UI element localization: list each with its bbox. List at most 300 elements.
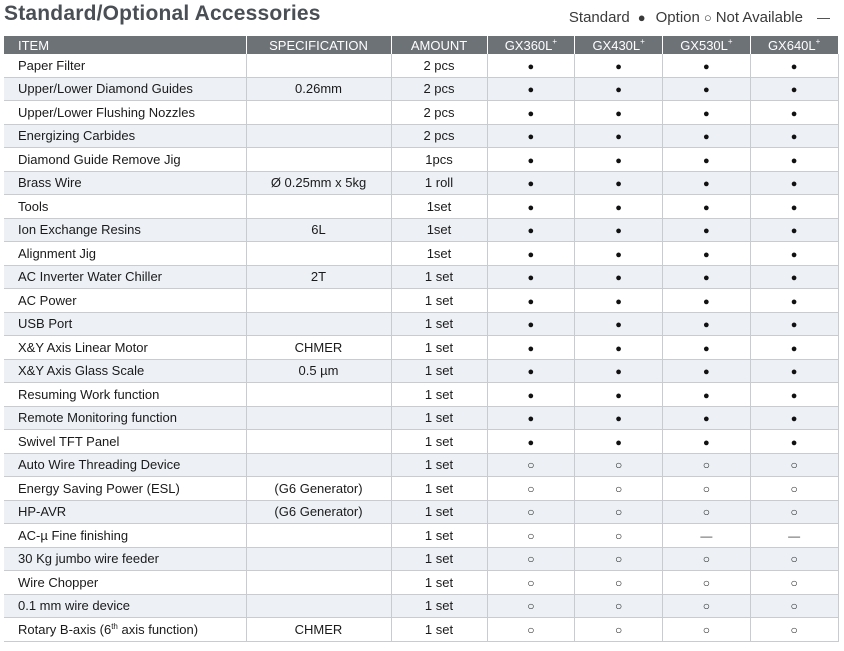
standard-mark: ● [527,154,535,167]
model-suffix: + [640,37,645,46]
availability-cell [750,594,838,618]
option-mark: ○ [702,622,710,637]
availability-cell [750,453,838,477]
availability-cell [487,524,575,548]
item-cell [4,477,246,501]
availability-cell [750,477,838,501]
table-row [4,359,838,383]
option-mark: ○ [702,481,710,496]
specification-cell [246,430,391,454]
standard-mark: ● [703,319,710,332]
availability-cell [487,453,575,477]
item-cell [4,195,246,219]
table-row [4,453,838,477]
item-cell [4,312,246,336]
item-name: Diamond Guide Remove Jig [18,151,181,167]
option-mark: ○ [790,575,798,590]
item-cell [4,406,246,430]
standard-mark: ● [790,178,798,191]
table-row [4,312,838,336]
amount-cell: 1 set [391,406,487,430]
accessories-table [4,36,839,642]
standard-mark: ● [703,60,710,73]
standard-mark: ● [790,319,798,332]
standard-mark: ● [615,84,622,97]
specification-cell [246,406,391,430]
option-mark: ○ [615,505,623,520]
availability-cell [575,336,663,360]
option-mark: ○ [615,622,623,637]
availability-cell [575,618,663,642]
standard-mark: ● [790,413,798,426]
standard-mark: ● [615,436,622,449]
standard-mark: ● [790,84,798,97]
specification-cell: 6L [246,218,391,242]
option-mark: ○ [790,505,798,520]
table-row [4,101,838,125]
table-row [4,336,838,360]
standard-mark: ● [703,342,710,355]
item-name: X&Y Axis Linear Motor [18,339,148,355]
availability-cell [750,571,838,595]
amount-cell: 1 set [391,383,487,407]
model-suffix: + [552,37,558,46]
item-name: Swivel TFT Panel [18,433,120,449]
specification-cell [246,383,391,407]
amount-cell: 2 pcs [391,101,487,125]
availability-cell [487,547,575,571]
availability-cell [663,77,751,101]
availability-cell [750,312,838,336]
model-suffix: + [727,37,733,46]
option-mark: ○ [702,505,710,520]
option-mark: ○ [790,481,798,496]
item-cell [4,618,246,642]
option-mark: ○ [790,552,798,567]
option-mark: ○ [615,599,623,614]
availability-cell [663,148,751,172]
legend-not-available-label: Not Available [715,9,803,26]
standard-mark: ● [790,107,798,120]
option-mark: ○ [702,599,710,614]
availability-cell [750,171,838,195]
item-name: Alignment Jig [18,245,97,261]
availability-cell [487,289,575,313]
availability-cell [663,265,751,289]
model-suffix: + [815,37,821,46]
availability-cell [663,359,751,383]
availability-cell [575,594,663,618]
availability-cell [750,383,838,407]
amount-cell: 1 set [391,453,487,477]
item-cell [4,54,246,77]
option-mark: ○ [702,575,710,590]
amount-cell: 2 pcs [391,54,487,77]
amount-cell: 1 set [391,265,487,289]
availability-cell [487,430,575,454]
table-row [4,430,838,454]
standard-mark: ● [527,413,535,426]
availability-cell [575,195,663,219]
table-row [4,547,838,571]
standard-mark: ● [527,84,535,97]
availability-cell [487,500,575,524]
item-name: AC Power [18,292,77,308]
standard-mark: ● [703,154,710,167]
standard-mark: ● [615,389,622,402]
specification-cell [246,524,391,548]
specification-cell: CHMER [246,618,391,642]
availability-cell [575,289,663,313]
amount-cell: 1 roll [391,171,487,195]
amount-cell: 1pcs [391,148,487,172]
availability-cell [575,101,663,125]
standard-mark: ● [615,178,622,191]
specification-cell [246,54,391,77]
availability-cell [750,524,838,548]
standard-mark: ● [527,201,535,214]
item-cell [4,336,246,360]
availability-cell [663,430,751,454]
availability-cell [487,594,575,618]
availability-cell [575,312,663,336]
item-name: Energizing Carbides [18,128,136,144]
amount-cell: 1 set [391,571,487,595]
item-name: 30 Kg jumbo wire feeder [18,551,159,567]
availability-cell [487,477,575,501]
table-row [4,289,838,313]
availability-cell [663,571,751,595]
standard-mark: ● [703,366,710,379]
column-header-gx640l [750,36,838,54]
standard-mark: ● [790,201,798,214]
amount-cell: 1 set [391,500,487,524]
standard-mark: ● [615,272,622,285]
specification-cell: 0.5 µm [246,359,391,383]
standard-mark: ● [703,84,710,97]
standard-mark: ● [615,319,622,332]
availability-cell [663,524,751,548]
standard-mark: ● [790,366,798,379]
option-mark: ○ [527,552,535,567]
standard-mark: ● [615,225,622,238]
specification-cell [246,242,391,266]
item-name: Brass Wire [18,175,82,191]
availability-cell [575,54,663,77]
item-name: Ion Exchange Resins [18,222,141,238]
availability-cell [487,265,575,289]
availability-cell [750,77,838,101]
availability-cell [487,148,575,172]
item-name: AC Inverter Water Chiller [18,269,162,285]
availability-cell [663,195,751,219]
availability-cell [750,500,838,524]
item-cell [4,77,246,101]
item-cell [4,171,246,195]
standard-mark: ● [790,248,798,261]
standard-mark: ● [527,60,535,73]
option-mark: ○ [527,458,535,473]
availability-cell [750,101,838,125]
amount-cell: 1 set [391,336,487,360]
legend-option-label: Option [655,9,700,26]
availability-cell [663,618,751,642]
item-cell [4,124,246,148]
standard-mark: ● [615,342,622,355]
availability-cell [663,312,751,336]
availability-cell [487,171,575,195]
item-name: Resuming Work function [18,386,160,402]
item-name: Remote Monitoring function [18,410,177,426]
option-mark: ○ [615,481,623,496]
table-row [4,148,838,172]
availability-cell [663,336,751,360]
standard-mark: ● [527,178,535,191]
standard-mark: ● [703,413,710,426]
availability-cell [663,383,751,407]
availability-cell [487,312,575,336]
standard-mark: ● [527,107,535,120]
item-cell [4,101,246,125]
table-row [4,406,838,430]
item-cell [4,430,246,454]
specification-cell [246,101,391,125]
specification-cell [246,453,391,477]
availability-cell [575,265,663,289]
legend-standard-label: Standard [568,9,630,26]
amount-cell: 2 pcs [391,124,487,148]
specification-cell [246,594,391,618]
standard-mark: ● [703,248,710,261]
standard-mark: ● [703,225,710,238]
item-cell [4,289,246,313]
specification-cell: Ø 0.25mm x 5kg [246,171,391,195]
availability-cell [663,406,751,430]
availability-cell [750,218,838,242]
table-row [4,477,838,501]
model-name: GX640L [767,38,816,53]
page-title: Standard/Optional Accessories [4,2,321,25]
availability-cell [575,524,663,548]
availability-cell [663,218,751,242]
availability-cell [663,242,751,266]
availability-cell [663,171,751,195]
option-mark: ○ [527,622,535,637]
column-header-amount: AMOUNT [391,36,487,54]
amount-cell: 1 set [391,594,487,618]
item-name: 0.1 mm wire device [18,598,130,614]
table-header-row [4,36,838,54]
item-name: Upper/Lower Flushing Nozzles [18,104,196,120]
availability-cell [575,430,663,454]
availability-cell [575,477,663,501]
model-name: GX430L [592,38,641,53]
specification-cell: 2T [246,265,391,289]
availability-cell [663,124,751,148]
availability-cell [575,218,663,242]
item-cell [4,359,246,383]
standard-mark: ● [527,225,535,238]
standard-mark: ● [790,389,798,402]
standard-mark: ● [703,295,710,308]
standard-mark: ● [615,107,622,120]
standard-mark: ● [615,60,622,73]
availability-cell [663,594,751,618]
item-name-suffix: axis function) [117,621,199,637]
specification-cell [246,195,391,219]
availability-cell [575,77,663,101]
availability-cell [487,124,575,148]
table-row [4,77,838,101]
option-mark: ○ [615,575,623,590]
availability-cell [487,242,575,266]
column-header-gx530l [663,36,751,54]
amount-cell: 1set [391,218,487,242]
amount-cell: 1 set [391,430,487,454]
table-row [4,171,838,195]
item-cell [4,218,246,242]
table-row [4,218,838,242]
availability-cell [487,336,575,360]
model-name: GX360L [504,38,553,53]
item-name: Tools [18,198,49,214]
amount-cell: 1 set [391,618,487,642]
amount-cell: 1 set [391,547,487,571]
availability-cell [575,383,663,407]
item-name-superscript: th [111,621,118,631]
specification-cell: 0.26mm [246,77,391,101]
option-mark: ○ [527,505,535,520]
standard-mark: ● [703,436,710,449]
specification-cell [246,547,391,571]
availability-cell [663,54,751,77]
option-mark: ○ [702,458,710,473]
availability-cell [487,218,575,242]
legend-standard-symbol: ● [637,10,646,25]
table-row [4,571,838,595]
availability-cell [750,618,838,642]
specification-cell [246,148,391,172]
option-mark: ○ [702,552,710,567]
standard-mark: ● [703,272,710,285]
availability-cell [487,77,575,101]
availability-cell [575,453,663,477]
option-mark: ○ [790,599,798,614]
specification-cell [246,312,391,336]
item-cell [4,594,246,618]
standard-mark: ● [527,366,535,379]
standard-mark: ● [703,107,710,120]
availability-cell [750,336,838,360]
availability-cell [575,124,663,148]
item-name: Auto Wire Threading Device [18,457,181,473]
availability-cell [750,195,838,219]
standard-mark: ● [527,272,535,285]
option-mark: ○ [527,599,535,614]
availability-cell [487,383,575,407]
availability-cell [575,547,663,571]
option-mark: ○ [790,622,798,637]
legend-not-available-symbol: — [817,10,830,25]
standard-mark: ● [790,436,798,449]
option-mark: ○ [527,528,535,543]
availability-cell [575,406,663,430]
standard-mark: ● [527,319,535,332]
amount-cell: 1 set [391,289,487,313]
item-cell [4,500,246,524]
availability-cell [575,171,663,195]
standard-mark: ● [615,154,622,167]
standard-mark: ● [615,366,622,379]
item-name: HP-AVR [18,504,67,520]
availability-cell [575,571,663,595]
availability-cell [487,618,575,642]
option-mark: ○ [615,458,623,473]
item-name: USB Port [18,316,73,332]
availability-cell [663,101,751,125]
availability-cell [487,101,575,125]
amount-cell: 2 pcs [391,77,487,101]
standard-mark: ● [527,342,535,355]
availability-cell [575,500,663,524]
standard-mark: ● [527,131,535,144]
table-row [4,500,838,524]
availability-cell [750,406,838,430]
standard-mark: ● [703,201,710,214]
availability-cell [663,500,751,524]
availability-cell [487,406,575,430]
item-cell [4,571,246,595]
item-name: Rotary B-axis (6 [18,621,112,637]
amount-cell: 1 set [391,359,487,383]
specification-cell [246,124,391,148]
item-cell [4,524,246,548]
standard-mark: ● [790,60,798,73]
standard-mark: ● [615,201,622,214]
specification-cell: (G6 Generator) [246,477,391,501]
standard-mark: ● [527,389,535,402]
availability-cell [575,148,663,172]
availability-cell [750,289,838,313]
specification-cell: CHMER [246,336,391,360]
table-row [4,265,838,289]
not-available-mark: — [788,528,801,543]
availability-cell [487,359,575,383]
standard-mark: ● [527,295,535,308]
availability-cell [750,265,838,289]
standard-mark: ● [790,131,798,144]
specification-cell [246,289,391,313]
amount-cell: 1 set [391,312,487,336]
table-row [4,594,838,618]
amount-cell: 1 set [391,477,487,501]
table-row [4,618,838,642]
amount-cell: 1set [391,242,487,266]
specification-cell [246,571,391,595]
availability-cell [487,54,575,77]
option-mark: ○ [615,528,623,543]
option-mark: ○ [527,481,535,496]
item-name: Energy Saving Power (ESL) [18,480,180,496]
standard-mark: ● [790,272,798,285]
availability-cell [663,477,751,501]
table-row [4,383,838,407]
option-mark: ○ [790,458,798,473]
item-name: AC-µ Fine finishing [18,527,129,543]
column-header-specification: SPECIFICATION [246,36,391,54]
standard-mark: ● [790,154,798,167]
standard-mark: ● [615,413,622,426]
